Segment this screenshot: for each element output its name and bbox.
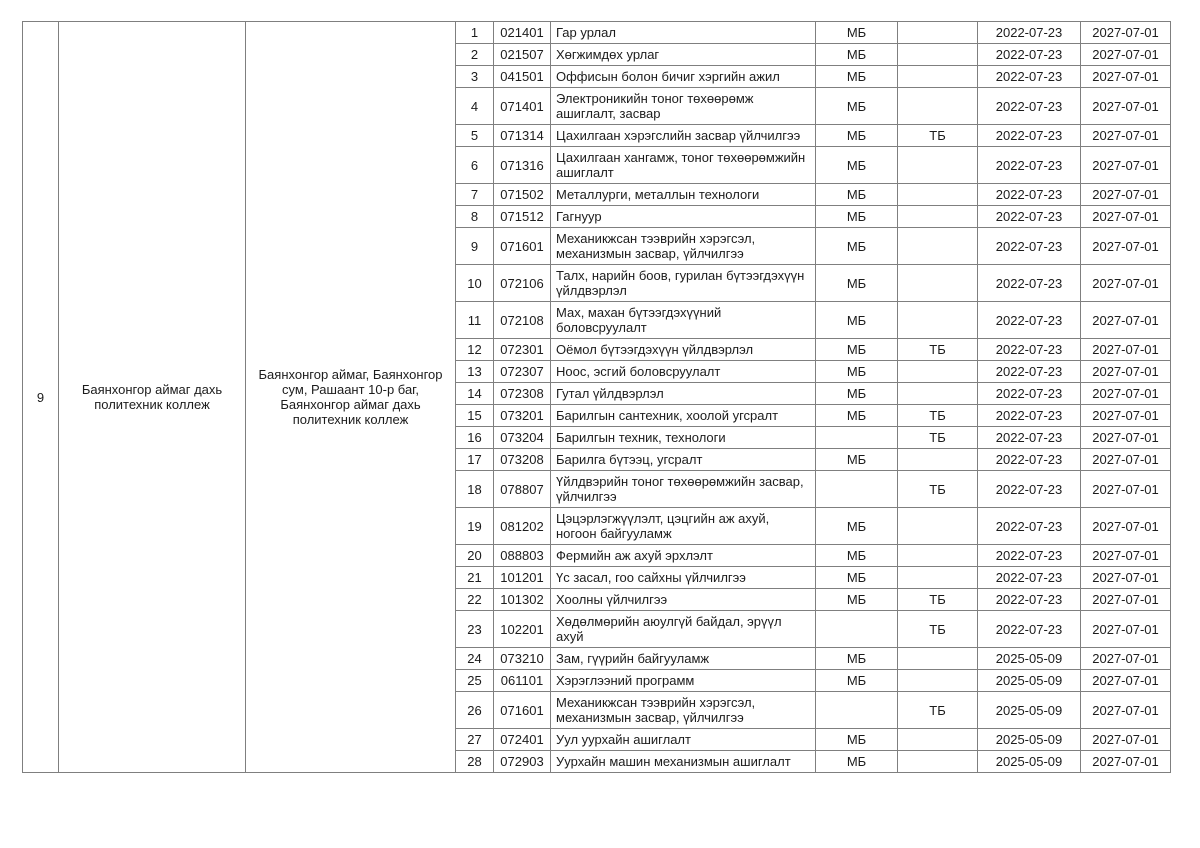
row-number-cell: 1 <box>456 22 494 44</box>
program-name-cell: Ноос, эсгий боловсруулалт <box>551 361 816 383</box>
end-date-cell: 2027-07-01 <box>1081 125 1171 147</box>
program-code-cell: 071512 <box>494 206 551 228</box>
program-code-cell: 078807 <box>494 471 551 508</box>
start-date-cell: 2022-07-23 <box>978 302 1081 339</box>
program-name-cell: Металлурги, металлын технологи <box>551 184 816 206</box>
mb-budget-cell: МБ <box>816 228 898 265</box>
start-date-cell: 2022-07-23 <box>978 206 1081 228</box>
end-date-cell: 2027-07-01 <box>1081 228 1171 265</box>
table-body <box>23 22 1171 773</box>
program-name-cell: Барилга бүтээц, угсралт <box>551 449 816 471</box>
mb-budget-cell <box>816 692 898 729</box>
program-code-cell: 072307 <box>494 361 551 383</box>
program-code-cell: 081202 <box>494 508 551 545</box>
row-number-cell: 20 <box>456 545 494 567</box>
program-code-cell: 061101 <box>494 670 551 692</box>
end-date-cell: 2027-07-01 <box>1081 147 1171 184</box>
row-number-cell: 10 <box>456 265 494 302</box>
row-number-cell: 9 <box>456 228 494 265</box>
mb-budget-cell: МБ <box>816 589 898 611</box>
row-number-cell: 14 <box>456 383 494 405</box>
row-number-cell: 28 <box>456 751 494 773</box>
end-date-cell: 2027-07-01 <box>1081 751 1171 773</box>
row-number-cell: 8 <box>456 206 494 228</box>
program-code-cell: 072903 <box>494 751 551 773</box>
tb-budget-cell <box>898 383 978 405</box>
program-code-cell: 073208 <box>494 449 551 471</box>
program-name-cell: Барилгын сантехник, хоолой угсралт <box>551 405 816 427</box>
start-date-cell: 2025-05-09 <box>978 670 1081 692</box>
program-name-cell: Цэцэрлэгжүүлэлт, цэцгийн аж ахуй, ногоон байгууламж <box>551 508 816 545</box>
tb-budget-cell: ТБ <box>898 692 978 729</box>
table-row <box>23 22 1171 44</box>
row-number-cell: 22 <box>456 589 494 611</box>
start-date-cell: 2022-07-23 <box>978 147 1081 184</box>
start-date-cell: 2022-07-23 <box>978 611 1081 648</box>
mb-budget-cell: МБ <box>816 88 898 125</box>
mb-budget-cell: МБ <box>816 184 898 206</box>
start-date-cell: 2022-07-23 <box>978 471 1081 508</box>
tb-budget-cell <box>898 206 978 228</box>
row-number-cell: 23 <box>456 611 494 648</box>
institution-index-cell: 9 <box>23 22 59 773</box>
row-number-cell: 2 <box>456 44 494 66</box>
program-code-cell: 071314 <box>494 125 551 147</box>
mb-budget-cell: МБ <box>816 405 898 427</box>
tb-budget-cell <box>898 147 978 184</box>
program-name-cell: Үйлдвэрийн тоног төхөөрөмжийн засвар, үйлчилгээ <box>551 471 816 508</box>
mb-budget-cell: МБ <box>816 449 898 471</box>
program-name-cell: Механикжсан тээврийн хэрэгсэл, механизмын засвар, үйлчилгээ <box>551 228 816 265</box>
program-name-cell: Хөгжимдөх урлаг <box>551 44 816 66</box>
program-code-cell: 021507 <box>494 44 551 66</box>
program-code-cell: 071401 <box>494 88 551 125</box>
row-number-cell: 18 <box>456 471 494 508</box>
mb-budget-cell: МБ <box>816 339 898 361</box>
mb-budget-cell: МБ <box>816 44 898 66</box>
mb-budget-cell: МБ <box>816 751 898 773</box>
row-number-cell: 26 <box>456 692 494 729</box>
program-name-cell: Уурхайн машин механизмын ашиглалт <box>551 751 816 773</box>
program-name-cell: Гутал үйлдвэрлэл <box>551 383 816 405</box>
mb-budget-cell: МБ <box>816 302 898 339</box>
program-code-cell: 073201 <box>494 405 551 427</box>
end-date-cell: 2027-07-01 <box>1081 405 1171 427</box>
row-number-cell: 13 <box>456 361 494 383</box>
start-date-cell: 2022-07-23 <box>978 383 1081 405</box>
start-date-cell: 2022-07-23 <box>978 228 1081 265</box>
start-date-cell: 2025-05-09 <box>978 648 1081 670</box>
start-date-cell: 2022-07-23 <box>978 449 1081 471</box>
program-code-cell: 088803 <box>494 545 551 567</box>
start-date-cell: 2022-07-23 <box>978 405 1081 427</box>
tb-budget-cell <box>898 361 978 383</box>
end-date-cell: 2027-07-01 <box>1081 589 1171 611</box>
mb-budget-cell: МБ <box>816 670 898 692</box>
tb-budget-cell <box>898 22 978 44</box>
row-number-cell: 7 <box>456 184 494 206</box>
start-date-cell: 2022-07-23 <box>978 589 1081 611</box>
program-code-cell: 101302 <box>494 589 551 611</box>
start-date-cell: 2022-07-23 <box>978 545 1081 567</box>
program-code-cell: 072301 <box>494 339 551 361</box>
program-code-cell: 041501 <box>494 66 551 88</box>
start-date-cell: 2022-07-23 <box>978 339 1081 361</box>
program-code-cell: 072108 <box>494 302 551 339</box>
mb-budget-cell: МБ <box>816 265 898 302</box>
row-number-cell: 5 <box>456 125 494 147</box>
tb-budget-cell: ТБ <box>898 339 978 361</box>
license-table <box>22 21 1171 773</box>
end-date-cell: 2027-07-01 <box>1081 184 1171 206</box>
program-name-cell: Үс засал, гоо сайхны үйлчилгээ <box>551 567 816 589</box>
mb-budget-cell: МБ <box>816 147 898 184</box>
end-date-cell: 2027-07-01 <box>1081 670 1171 692</box>
tb-budget-cell <box>898 184 978 206</box>
start-date-cell: 2022-07-23 <box>978 66 1081 88</box>
program-code-cell: 102201 <box>494 611 551 648</box>
end-date-cell: 2027-07-01 <box>1081 648 1171 670</box>
mb-budget-cell: МБ <box>816 567 898 589</box>
end-date-cell: 2027-07-01 <box>1081 302 1171 339</box>
institution-name-cell: Баянхонгор аймаг дахь политехник коллеж <box>59 22 246 773</box>
start-date-cell: 2022-07-23 <box>978 427 1081 449</box>
tb-budget-cell: ТБ <box>898 125 978 147</box>
program-name-cell: Оёмол бүтээгдэхүүн үйлдвэрлэл <box>551 339 816 361</box>
tb-budget-cell <box>898 729 978 751</box>
row-number-cell: 11 <box>456 302 494 339</box>
mb-budget-cell: МБ <box>816 206 898 228</box>
program-name-cell: Хэрэглээний программ <box>551 670 816 692</box>
program-name-cell: Уул уурхайн ашиглалт <box>551 729 816 751</box>
tb-budget-cell: ТБ <box>898 427 978 449</box>
row-number-cell: 21 <box>456 567 494 589</box>
end-date-cell: 2027-07-01 <box>1081 427 1171 449</box>
tb-budget-cell <box>898 228 978 265</box>
row-number-cell: 19 <box>456 508 494 545</box>
start-date-cell: 2022-07-23 <box>978 88 1081 125</box>
program-name-cell: Механикжсан тээврийн хэрэгсэл, механизмын засвар, үйлчилгээ <box>551 692 816 729</box>
row-number-cell: 15 <box>456 405 494 427</box>
program-name-cell: Оффисын болон бичиг хэргийн ажил <box>551 66 816 88</box>
program-code-cell: 073204 <box>494 427 551 449</box>
end-date-cell: 2027-07-01 <box>1081 206 1171 228</box>
program-code-cell: 101201 <box>494 567 551 589</box>
row-number-cell: 24 <box>456 648 494 670</box>
start-date-cell: 2025-05-09 <box>978 751 1081 773</box>
start-date-cell: 2022-07-23 <box>978 265 1081 302</box>
program-code-cell: 073210 <box>494 648 551 670</box>
document-page <box>22 21 1171 773</box>
tb-budget-cell: ТБ <box>898 611 978 648</box>
program-code-cell: 071502 <box>494 184 551 206</box>
row-number-cell: 16 <box>456 427 494 449</box>
end-date-cell: 2027-07-01 <box>1081 692 1171 729</box>
tb-budget-cell <box>898 545 978 567</box>
row-number-cell: 6 <box>456 147 494 184</box>
tb-budget-cell: ТБ <box>898 471 978 508</box>
mb-budget-cell: МБ <box>816 22 898 44</box>
program-name-cell: Гар урлал <box>551 22 816 44</box>
end-date-cell: 2027-07-01 <box>1081 265 1171 302</box>
program-code-cell: 072106 <box>494 265 551 302</box>
mb-budget-cell: МБ <box>816 729 898 751</box>
program-code-cell: 071601 <box>494 228 551 265</box>
end-date-cell: 2027-07-01 <box>1081 729 1171 751</box>
mb-budget-cell <box>816 427 898 449</box>
program-name-cell: Хоолны үйлчилгээ <box>551 589 816 611</box>
end-date-cell: 2027-07-01 <box>1081 361 1171 383</box>
tb-budget-cell <box>898 508 978 545</box>
end-date-cell: 2027-07-01 <box>1081 508 1171 545</box>
program-name-cell: Гагнуур <box>551 206 816 228</box>
row-number-cell: 17 <box>456 449 494 471</box>
tb-budget-cell <box>898 265 978 302</box>
program-name-cell: Фермийн аж ахуй эрхлэлт <box>551 545 816 567</box>
row-number-cell: 25 <box>456 670 494 692</box>
end-date-cell: 2027-07-01 <box>1081 567 1171 589</box>
program-name-cell: Зам, гүүрийн байгууламж <box>551 648 816 670</box>
end-date-cell: 2027-07-01 <box>1081 66 1171 88</box>
tb-budget-cell: ТБ <box>898 589 978 611</box>
end-date-cell: 2027-07-01 <box>1081 471 1171 508</box>
start-date-cell: 2022-07-23 <box>978 125 1081 147</box>
program-name-cell: Цахилгаан хангамж, тоног төхөөрөмжийн ашиглалт <box>551 147 816 184</box>
mb-budget-cell: МБ <box>816 66 898 88</box>
program-name-cell: Хөдөлмөрийн аюулгүй байдал, эрүүл ахуй <box>551 611 816 648</box>
end-date-cell: 2027-07-01 <box>1081 383 1171 405</box>
end-date-cell: 2027-07-01 <box>1081 44 1171 66</box>
program-code-cell: 072401 <box>494 729 551 751</box>
tb-budget-cell: ТБ <box>898 405 978 427</box>
end-date-cell: 2027-07-01 <box>1081 545 1171 567</box>
program-name-cell: Мах, махан бүтээгдэхүүний боловсруулалт <box>551 302 816 339</box>
start-date-cell: 2022-07-23 <box>978 44 1081 66</box>
mb-budget-cell <box>816 611 898 648</box>
tb-budget-cell <box>898 44 978 66</box>
row-number-cell: 27 <box>456 729 494 751</box>
program-name-cell: Барилгын техник, технологи <box>551 427 816 449</box>
program-code-cell: 071316 <box>494 147 551 184</box>
mb-budget-cell: МБ <box>816 383 898 405</box>
mb-budget-cell: МБ <box>816 545 898 567</box>
end-date-cell: 2027-07-01 <box>1081 449 1171 471</box>
row-number-cell: 4 <box>456 88 494 125</box>
start-date-cell: 2025-05-09 <box>978 692 1081 729</box>
mb-budget-cell: МБ <box>816 125 898 147</box>
tb-budget-cell <box>898 66 978 88</box>
start-date-cell: 2022-07-23 <box>978 361 1081 383</box>
end-date-cell: 2027-07-01 <box>1081 339 1171 361</box>
end-date-cell: 2027-07-01 <box>1081 88 1171 125</box>
institution-address-cell: Баянхонгор аймаг, Баянхонгор сум, Рашаант 10-р баг, Баянхонгор аймаг дахь политехник коллеж <box>246 22 456 773</box>
mb-budget-cell: МБ <box>816 361 898 383</box>
start-date-cell: 2022-07-23 <box>978 22 1081 44</box>
end-date-cell: 2027-07-01 <box>1081 22 1171 44</box>
program-name-cell: Талх, нарийн боов, гурилан бүтээгдэхүүн үйлдвэрлэл <box>551 265 816 302</box>
start-date-cell: 2022-07-23 <box>978 184 1081 206</box>
tb-budget-cell <box>898 567 978 589</box>
program-code-cell: 021401 <box>494 22 551 44</box>
start-date-cell: 2025-05-09 <box>978 729 1081 751</box>
tb-budget-cell <box>898 449 978 471</box>
program-name-cell: Цахилгаан хэрэгслийн засвар үйлчилгээ <box>551 125 816 147</box>
tb-budget-cell <box>898 302 978 339</box>
mb-budget-cell <box>816 471 898 508</box>
start-date-cell: 2022-07-23 <box>978 567 1081 589</box>
program-code-cell: 072308 <box>494 383 551 405</box>
tb-budget-cell <box>898 751 978 773</box>
tb-budget-cell <box>898 648 978 670</box>
program-code-cell: 071601 <box>494 692 551 729</box>
row-number-cell: 12 <box>456 339 494 361</box>
mb-budget-cell: МБ <box>816 508 898 545</box>
mb-budget-cell: МБ <box>816 648 898 670</box>
program-name-cell: Электроникийн тоног төхөөрөмж ашиглалт, засвар <box>551 88 816 125</box>
tb-budget-cell <box>898 670 978 692</box>
tb-budget-cell <box>898 88 978 125</box>
start-date-cell: 2022-07-23 <box>978 508 1081 545</box>
end-date-cell: 2027-07-01 <box>1081 611 1171 648</box>
row-number-cell: 3 <box>456 66 494 88</box>
